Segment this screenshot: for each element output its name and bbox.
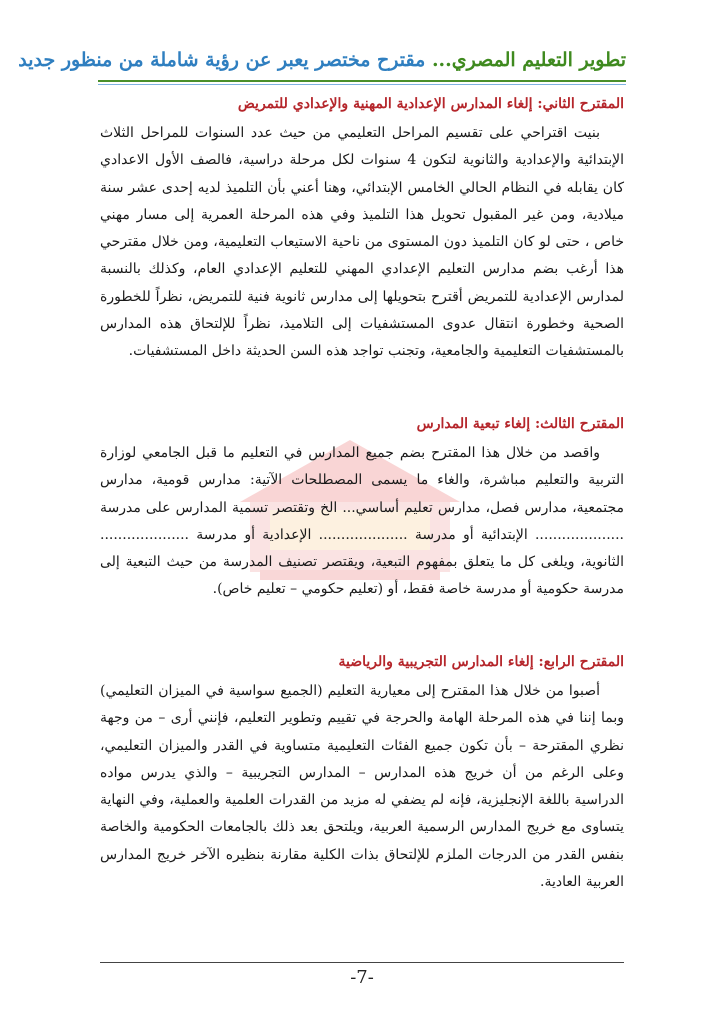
page-header [18,46,626,74]
section-body: واقصد من خلال هذا المقترح بضم جميع المدارس في التعليم ما قبل الجامعي لوزارة التربية والتعليم مباشرة، والغاء ما يسمى المصطلحات الآتية: مدارس قومية، مدارس مجتمعية، مدارس فصل، مدارس تعليم أساسي... الخ وتقتصر تسمية المدارس على مدرسة .................... الإبتدائية أو مدرسة .................... الإعدادية أو مدرسة .................... الثانوية، ويلغى كل ما يتعلق بمفهوم التبعية، ويقتصر تصنيف المدرسة من حيث التبعية إلى مدرسة حكومية أو مدرسة خاصة فقط، أو (تعليم حكومي – تعليم خاص). [100,445,624,598]
footer-divider [100,962,624,963]
section-title: المقترح الرابع: إلغاء المدارس التجريبية والرياضية [338,654,624,670]
section-body: بنيت اقتراحي على تقسيم المراحل التعليمي من حيث عدد السنوات للمراحل الثلاث الإبتدائية والإعدادية والثانوية لتكون 4 سنوات لكل مرحلة دراسية، فالصف الأول الاعدادي كان يقابله في النظام الحالي الخامس الإبتدائي، وهنا أعني بأن التلميذ لديه إحدى عشر سنة ميلادية، ومن غير المقبول تحويل هذا التلميذ وفي هذه المرحلة العمرية إلى مسار مهني خاص ، حتى لو كان التلميذ دون المستوى من ناحية الاستيعاب التعليمية، ومن خلال مقترحي هذا أرغب بضم مدارس التعليم الإعدادي المهني للتعليم الإعدادي العام، وكذلك بالنسبة لمدارس الإعدادية للتمريض أقترح بتحويلها إلى مدارس ثانوية فنية للتمريض، نظراً للخطورة الصحية وخطورة انتقال عدوى المستشفيات إلى التلاميذ، نظراً للإلتحاق هذه المدارس بالمستشفيات التعليمية والجامعية، وتجنب تواجد هذه السن الحديثة داخل المستشفيات. [100,125,624,360]
page-number: -7- [350,967,374,988]
section-title: المقترح الثالث: إلغاء تبعية المدارس [416,416,624,432]
header-subtitle: مقترح مختصر يعبر عن رؤية شاملة من منظور جديد [18,49,432,71]
section-third-proposal [100,414,624,604]
header-divider [98,80,626,82]
section-fourth-proposal [100,652,624,896]
section-body: أصبوا من خلال هذا المقترح إلى معيارية التعليم (الجميع سواسية في الميزان التعليمي) وبما إننا في هذه المرحلة الهامة والحرجة في تقييم وتطوير التعليم، فإنني أرى – من وجهة نظري المقترحة – بأن تكون جميع الفئات التعليمية متساوية في القدر والميزان التعليمي، وعلى الرغم من أن خريج هذه المدارس – المدارس التجريبية – والذي يدرس مواده الدراسية باللغة الإنجليزية، فإنه لم يضفي له مزيد من القدرات العلمية والعملية، وفي النهاية يتساوى مع خريج المدارس الرسمية العربية، ويلتحق بعد ذلك بالجامعات الحكومية والخاصة بنفس القدر من الدرجات الملزم للإلتحاق بذات الكلية مقارنة بنظيره الآخر خريج المدارس العربية العادية. [100,683,624,891]
header-title: تطوير التعليم المصري... [431,49,626,71]
section-second-proposal [100,94,624,366]
section-title: المقترح الثاني: إلغاء المدارس الإعدادية المهنية والإعدادي للتمريض [237,96,624,112]
header-divider-secondary [98,84,626,85]
